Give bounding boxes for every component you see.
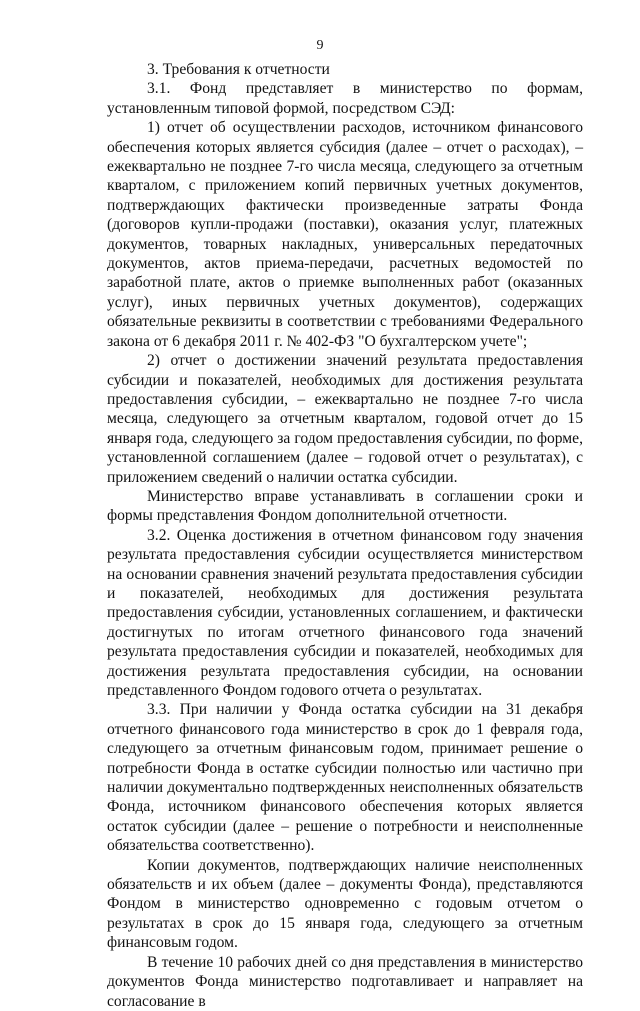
paragraph: 3.2. Оценка достижения в отчетном финансовом году значения результата предоставления субсидии осуществляется министерством на основании сравнения значений результата предоставления субсидии и показателей, необходимых для достижения результата предоставления субсидии, установленных соглашением, и фактически достигнутых по итогам отчетного финансового года значений результата предоставления субсидии и показателей, необходимых для достижения результата предоставления субсидии, на основании представленного Фондом годового отчета о результатах. xyxy=(107,526,583,699)
paragraph: 1) отчет об осуществлении расходов, источником финансового обеспечения которых является субсидия (далее – отчет о расходах), – ежеквартально не позднее 7-го числа месяца, следующего за отчетным кварталом, с приложением копий первичных учетных документов, подтверждающих фактически произведенные затраты Фонда (договоров купли-продажи (поставки), оказания услуг, платежных документов, товарных накладных, универсальных передаточных документов, актов приема-передачи, расчетных ведомостей по заработной плате, актов о приемке выполненных работ (оказанных услуг), иных первичных учетных документов), содержащих обязательные реквизиты в соответствии с требованиями Федерального закона от 6 декабря 2011 г. № 402-ФЗ "О бухгалтерском учете"; xyxy=(107,119,583,350)
paragraph: Министерство вправе устанавливать в соглашении сроки и формы представления Фондом дополнительной отчетности. xyxy=(107,487,583,525)
paragraph: Копии документов, подтверждающих наличие неисполненных обязательств и их объем (далее – документы Фонда), представляются Фондом в министерство одновременно с годовым отчетом о результатах в срок до 15 января года, следующего за отчетным финансовым годом. xyxy=(107,856,583,952)
paragraph: 3.3. При наличии у Фонда остатка субсидии на 31 декабря отчетного финансового года министерство в срок до 1 февраля года, следующего за отчетным финансовым годом, принимает решение о потребности Фонда в остатке субсидии полностью или частично при наличии документально подтвержденных неисполненных обязательств Фонда, источником финансового обеспечения которых является остаток субсидии (далее – решение о потребности и неисполненные обязательства соответственно). xyxy=(107,701,583,855)
paragraph: 3.1. Фонд представляет в министерство по формам, установленным типовой формой, посредством СЭД: xyxy=(107,80,583,117)
section-heading: 3. Требования к отчетности xyxy=(147,61,330,78)
page-number: 9 xyxy=(316,38,324,53)
paragraph: В течение 10 рабочих дней со дня представления в министерство документов Фонда министерство подготавливает и направляет на согласование в xyxy=(107,953,583,1010)
paragraph: 2) отчет о достижении значений результата предоставления субсидии и показателей, необходимых для достижения результата предоставления субсидии, – ежеквартально не позднее 7-го числа месяца, следующего за отчетным кварталом, годовой отчет до 15 января года, следующего за годом предоставления субсидии, по форме, установленной соглашением (далее – годовой отчет о результатах), с приложением сведений о наличии остатка субсидии. xyxy=(107,352,583,486)
document-body xyxy=(107,60,583,1011)
